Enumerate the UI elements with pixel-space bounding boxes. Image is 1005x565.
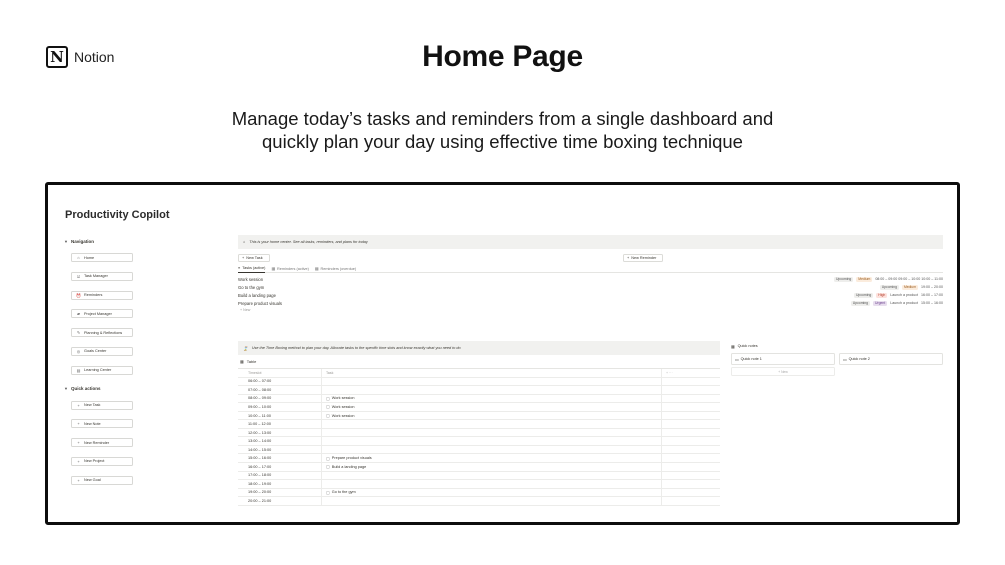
sidebar-item-task-manager[interactable]: [71, 272, 133, 281]
caret-down-icon: ▼: [64, 386, 68, 392]
quick-new-reminder-button[interactable]: [71, 438, 133, 447]
tab-reminders-active[interactable]: [271, 265, 308, 273]
document-icon: ▢: [326, 455, 330, 461]
view-tabs: [238, 265, 943, 273]
tab-label: Tasks (active): [242, 266, 266, 270]
task-cell[interactable]: [322, 497, 662, 505]
timeslot-text: 08:00 – 09:00 09:00 – 10:00 10:00 – 11:00: [875, 277, 943, 281]
navigation-label: Navigation: [70, 238, 94, 244]
task-link[interactable]: Build a landing page: [331, 464, 367, 469]
list-item[interactable]: [238, 299, 943, 307]
home-icon: ⌂: [77, 255, 80, 260]
timeslot-text: 16:00 – 17:00: [921, 293, 943, 297]
task-cell[interactable]: [322, 420, 662, 428]
tab-label: Reminders (overdue): [320, 266, 357, 271]
task-cell[interactable]: [322, 480, 662, 488]
sidebar-item-goals[interactable]: [71, 347, 133, 356]
sidebar-item-label: Reminders: [84, 293, 103, 298]
quick-notes-label: Quick notes: [737, 344, 758, 348]
task-cell[interactable]: [322, 429, 662, 437]
timeslot-cell: 18:00 – 19:00: [238, 480, 322, 488]
document-icon: ▢: [326, 395, 330, 401]
plus-icon: +: [242, 256, 245, 260]
column-header-timeslot[interactable]: Timeslot: [238, 369, 322, 377]
table-row[interactable]: [238, 412, 720, 421]
quick-actions-label: Quick actions: [70, 386, 101, 392]
note-icon: ▭: [735, 358, 739, 362]
list-item[interactable]: [238, 275, 943, 283]
task-name: Go to the gym: [238, 284, 265, 290]
table-row[interactable]: [238, 378, 720, 387]
table-row[interactable]: [238, 395, 720, 404]
table-icon: ▦: [314, 267, 319, 271]
priority-badge: High: [878, 292, 886, 297]
quick-new-note-button[interactable]: [71, 419, 133, 428]
home-icon: ⌂: [243, 240, 246, 244]
hourglass-icon: ⌛: [243, 346, 248, 351]
subtitle-line-2: quickly plan your day using effective time boxing technique: [262, 131, 743, 152]
timeslot-cell: 14:00 – 15:00: [238, 446, 322, 454]
new-task-button[interactable]: [238, 254, 270, 262]
list-icon: ≡: [238, 266, 241, 270]
timebox-callout: [238, 341, 720, 355]
table-row[interactable]: [238, 480, 720, 489]
sidebar-item-home[interactable]: [71, 253, 133, 262]
tab-tasks-active[interactable]: [238, 265, 265, 273]
quick-action-label: New Task: [84, 403, 101, 408]
quick-notes-header[interactable]: [731, 341, 943, 351]
task-name: Build a landing page: [238, 292, 276, 298]
plus-icon: +: [627, 256, 630, 260]
table-row[interactable]: [238, 437, 720, 446]
task-cell[interactable]: [322, 412, 662, 420]
document-icon: ▢: [326, 464, 330, 470]
sidebar-item-label: Learning Center: [84, 368, 112, 373]
notion-logo-icon: N: [46, 46, 68, 68]
task-cell[interactable]: [322, 489, 662, 497]
quick-action-label: New Reminder: [84, 440, 110, 445]
priority-badge: Urgent: [875, 300, 886, 305]
timebox-table-label[interactable]: [240, 359, 256, 364]
priority-badge: Medium: [903, 284, 917, 289]
sidebar-item-label: Project Manager: [84, 311, 112, 316]
quick-action-label: New Project: [84, 459, 105, 464]
table-icon: ▦: [271, 267, 276, 271]
task-cell[interactable]: [322, 454, 662, 462]
timeslot-cell: 20:00 – 21:00: [238, 497, 322, 505]
quick-note-card[interactable]: [731, 353, 835, 365]
quick-new-task-button[interactable]: [71, 401, 133, 410]
plus-icon: +: [77, 477, 80, 483]
timeslot-cell: 08:00 – 09:00: [238, 395, 322, 403]
table-row[interactable]: [238, 489, 720, 498]
task-cell[interactable]: [322, 437, 662, 445]
new-reminder-button[interactable]: [623, 254, 663, 262]
status-badge: Upcoming: [835, 276, 852, 281]
task-cell[interactable]: [322, 472, 662, 480]
task-link[interactable]: Work session: [331, 413, 355, 418]
add-quick-note-button[interactable]: + New: [731, 367, 835, 376]
task-cell[interactable]: [322, 463, 662, 471]
note-title: Quick note 2: [848, 357, 870, 361]
table-row[interactable]: [238, 463, 720, 472]
timeslot-cell: 07:00 – 08:00: [238, 386, 322, 394]
table-row[interactable]: [238, 386, 720, 395]
sidebar: [64, 237, 164, 495]
table-row[interactable]: [238, 429, 720, 438]
task-cell[interactable]: [322, 403, 662, 411]
task-link[interactable]: Prepare product visuals: [331, 456, 372, 461]
document-icon: ▢: [326, 404, 330, 410]
sidebar-item-label: Planning & Reflections: [84, 330, 123, 335]
timeslot-cell: 09:00 – 10:00: [238, 403, 322, 411]
table-label: Table: [246, 359, 257, 364]
timeslot-cell: 10:00 – 11:00: [238, 412, 322, 420]
caret-down-icon: ▼: [64, 238, 68, 244]
timeslot-cell: 13:00 – 14:00: [238, 437, 322, 445]
note-title: Quick note 1: [740, 357, 762, 361]
plus-icon: +: [77, 440, 80, 446]
sidebar-item-project-manager[interactable]: [71, 309, 133, 318]
task-link[interactable]: Go to the gym: [331, 490, 356, 495]
task-cell[interactable]: [322, 386, 662, 394]
quick-action-label: New Goal: [84, 478, 101, 483]
table-row[interactable]: [238, 446, 720, 455]
tab-reminders-overdue[interactable]: [315, 265, 356, 273]
document-icon: ▢: [326, 489, 330, 495]
button-label: New Task: [246, 256, 263, 260]
table-icon: ▦: [240, 359, 244, 364]
task-list: [238, 275, 943, 312]
table-row[interactable]: [238, 497, 720, 506]
timeslot-cell: 17:00 – 18:00: [238, 472, 322, 480]
callout-text: This is your home center. See all tasks, reminders, and plans for today: [249, 240, 368, 244]
list-item[interactable]: [238, 291, 943, 299]
sidebar-item-reminders[interactable]: [71, 291, 133, 300]
task-cell[interactable]: [322, 446, 662, 454]
timeslot-text: 19:00 – 20:00: [921, 285, 943, 289]
task-cell[interactable]: [322, 378, 662, 386]
timeslot-text: 15:00 – 16:00: [921, 301, 943, 305]
task-name: Work session: [238, 276, 264, 282]
timeslot-cell: 06:00 – 07:00: [238, 378, 322, 386]
task-cell[interactable]: [322, 395, 662, 403]
quick-actions-toggle[interactable]: [64, 385, 164, 393]
sidebar-item-learning[interactable]: [71, 366, 133, 375]
plus-icon: +: [77, 421, 80, 427]
plus-icon: +: [77, 458, 80, 464]
table-row[interactable]: [238, 454, 720, 463]
plus-icon: +: [77, 402, 80, 408]
sidebar-item-label: Task Manager: [84, 274, 108, 279]
main-content: [238, 235, 943, 312]
timeslot-cell: 16:00 – 17:00: [238, 463, 322, 471]
list-item[interactable]: [238, 283, 943, 291]
app-title: Productivity Copilot: [65, 209, 170, 221]
navigation-toggle[interactable]: [64, 237, 164, 245]
table-row[interactable]: [238, 472, 720, 481]
sidebar-item-label: Home: [84, 255, 95, 260]
folder-icon: ▰: [76, 311, 81, 317]
alarm-icon: ⏰: [76, 292, 81, 298]
home-callout: [238, 235, 943, 249]
add-task-row[interactable]: + New: [240, 308, 251, 312]
task-link[interactable]: Work session: [331, 396, 355, 401]
target-icon: ◎: [76, 348, 81, 354]
quick-action-label: New Note: [84, 421, 101, 426]
table-row[interactable]: [238, 420, 720, 429]
table-row[interactable]: [238, 403, 720, 412]
document-icon: ▢: [326, 413, 330, 418]
task-link[interactable]: Work session: [331, 404, 355, 409]
timeslot-cell: 15:00 – 16:00: [238, 454, 322, 462]
subtitle-line-1: Manage today’s tasks and reminders from a single dashboard and: [231, 108, 774, 129]
add-column-button[interactable]: + ···: [666, 370, 673, 375]
brand-name: Notion: [74, 49, 115, 65]
note-icon: ▭: [843, 358, 847, 362]
page-title: Home Page: [422, 40, 583, 73]
button-label: New Reminder: [631, 256, 657, 260]
quick-notes-section: [731, 341, 943, 376]
task-name: Prepare product visuals: [238, 300, 282, 306]
book-icon: ▤: [76, 367, 81, 373]
timeslot-cell: 12:00 – 13:00: [238, 429, 322, 437]
table-header: [238, 369, 720, 378]
pencil-icon: ✎: [76, 330, 81, 336]
quick-new-goal-button[interactable]: [71, 476, 133, 485]
status-badge: Upcoming: [852, 300, 869, 305]
tab-label: Reminders (active): [277, 266, 309, 271]
project-link[interactable]: Launch a product: [890, 293, 919, 297]
checkbox-icon: ☑: [76, 273, 81, 279]
quick-new-project-button[interactable]: [71, 457, 133, 466]
project-link[interactable]: Launch a product: [890, 301, 919, 305]
sidebar-item-label: Goals Center: [84, 349, 107, 354]
sidebar-item-planning[interactable]: [71, 328, 133, 337]
status-badge: Upcoming: [881, 284, 897, 289]
timeslot-cell: 19:00 – 20:00: [238, 489, 322, 497]
priority-badge: Medium: [858, 276, 871, 281]
status-badge: Upcoming: [855, 292, 872, 297]
gallery-icon: ▦: [731, 344, 735, 349]
quick-note-card[interactable]: [839, 353, 943, 365]
timebox-table: [238, 368, 720, 506]
column-header-task[interactable]: Task: [322, 369, 662, 377]
page-subtitle: [0, 107, 1005, 153]
callout-text: Use the Time Boxing method to plan your day. Allocate tasks to the specific time slots and know exactly what you need to do: [251, 346, 461, 350]
timeslot-cell: 11:00 – 12:00: [238, 420, 322, 428]
app-screenshot-frame: [45, 182, 960, 525]
